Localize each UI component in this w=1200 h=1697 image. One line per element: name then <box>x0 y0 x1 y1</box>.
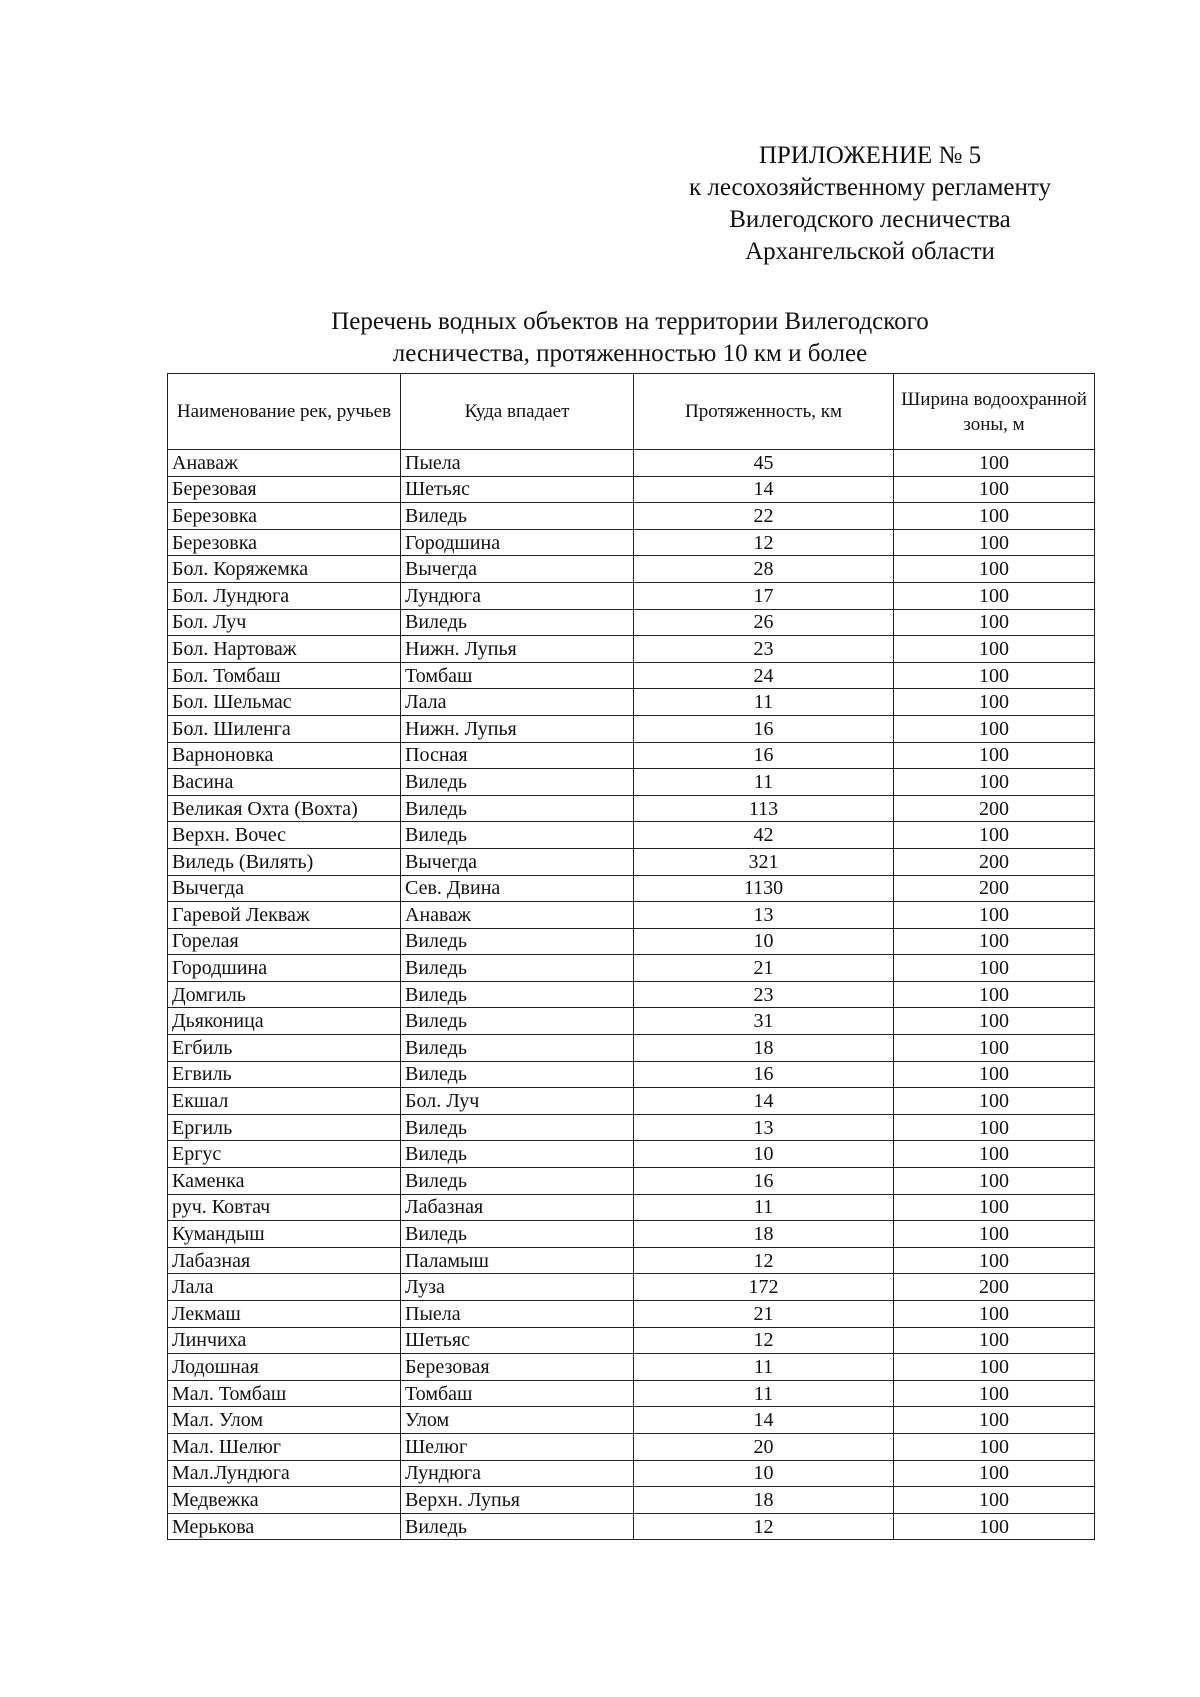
zone-width-cell: 100 <box>894 476 1095 503</box>
river-length-cell: 17 <box>634 582 894 609</box>
river-name-cell: Бол. Томбаш <box>168 662 401 689</box>
zone-width-cell: 100 <box>894 1513 1095 1540</box>
river-name-cell: Егвиль <box>168 1061 401 1088</box>
table-row <box>168 902 1095 929</box>
river-mouth-cell: Виледь <box>401 981 634 1008</box>
river-mouth-cell: Виледь <box>401 609 634 636</box>
river-name-cell: Кумандыш <box>168 1221 401 1248</box>
river-length-cell: 18 <box>634 1487 894 1514</box>
river-name-cell: Линчиха <box>168 1327 401 1354</box>
river-mouth-cell: Лундюга <box>401 1460 634 1487</box>
table-row <box>168 1274 1095 1301</box>
river-length-cell: 16 <box>634 1061 894 1088</box>
column-header-zone-width: Ширина водоохранной зоны, м <box>894 374 1095 450</box>
zone-width-cell: 100 <box>894 1380 1095 1407</box>
river-length-cell: 172 <box>634 1274 894 1301</box>
river-mouth-cell: Виледь <box>401 1141 634 1168</box>
river-length-cell: 12 <box>634 1513 894 1540</box>
river-name-cell: Бол. Шельмас <box>168 689 401 716</box>
document-title <box>160 306 1100 370</box>
river-length-cell: 14 <box>634 476 894 503</box>
river-length-cell: 113 <box>634 795 894 822</box>
column-header-length: Протяженность, км <box>634 374 894 450</box>
table-row <box>168 609 1095 636</box>
river-name-cell: Мерькова <box>168 1513 401 1540</box>
river-mouth-cell: Томбаш <box>401 1380 634 1407</box>
appendix-number: ПРИЛОЖЕНИЕ № 5 <box>758 142 982 169</box>
zone-width-cell: 100 <box>894 1061 1095 1088</box>
table-row <box>168 928 1095 955</box>
river-name-cell: Екшал <box>168 1088 401 1115</box>
zone-width-cell: 200 <box>894 1274 1095 1301</box>
zone-width-cell: 100 <box>894 450 1095 477</box>
river-name-cell: Дьяконица <box>168 1008 401 1035</box>
river-length-cell: 23 <box>634 981 894 1008</box>
river-name-cell: Верхн. Вочес <box>168 822 401 849</box>
river-mouth-cell: Виледь <box>401 1114 634 1141</box>
river-mouth-cell: Виледь <box>401 1168 634 1195</box>
table-row <box>168 476 1095 503</box>
table-row <box>168 582 1095 609</box>
table-row <box>168 1114 1095 1141</box>
river-name-cell: Лабазная <box>168 1247 401 1274</box>
river-name-cell: Мал. Томбаш <box>168 1380 401 1407</box>
river-length-cell: 20 <box>634 1433 894 1460</box>
table-row <box>168 1168 1095 1195</box>
river-name-cell: Мал. Шелюг <box>168 1433 401 1460</box>
river-mouth-cell: Томбаш <box>401 662 634 689</box>
zone-width-cell: 100 <box>894 981 1095 1008</box>
table-row <box>168 1487 1095 1514</box>
river-mouth-cell: Виледь <box>401 503 634 530</box>
river-mouth-cell: Анаваж <box>401 902 634 929</box>
river-name-cell: Лала <box>168 1274 401 1301</box>
zone-width-cell: 100 <box>894 1407 1095 1434</box>
river-mouth-cell: Виледь <box>401 1221 634 1248</box>
river-length-cell: 45 <box>634 450 894 477</box>
river-name-cell: Гаревой Лекваж <box>168 902 401 929</box>
river-mouth-cell: Виледь <box>401 1513 634 1540</box>
river-length-cell: 321 <box>634 848 894 875</box>
appendix-header <box>600 140 1140 268</box>
table-row <box>168 822 1095 849</box>
zone-width-cell: 200 <box>894 795 1095 822</box>
river-length-cell: 26 <box>634 609 894 636</box>
table-body <box>168 450 1095 1540</box>
table-row <box>168 1513 1095 1540</box>
river-name-cell: Бол. Нартоваж <box>168 636 401 663</box>
zone-width-cell: 100 <box>894 742 1095 769</box>
river-name-cell: Мал.Лундюга <box>168 1460 401 1487</box>
zone-width-cell: 100 <box>894 556 1095 583</box>
column-header-mouth: Куда впадает <box>401 374 634 450</box>
river-length-cell: 22 <box>634 503 894 530</box>
river-mouth-cell: Вычегда <box>401 556 634 583</box>
river-mouth-cell: Вычегда <box>401 848 634 875</box>
river-mouth-cell: Нижн. Лупья <box>401 636 634 663</box>
river-mouth-cell: Виледь <box>401 1061 634 1088</box>
river-mouth-cell: Паламыш <box>401 1247 634 1274</box>
zone-width-cell: 100 <box>894 503 1095 530</box>
river-mouth-cell: Пыела <box>401 450 634 477</box>
river-mouth-cell: Шетьяс <box>401 476 634 503</box>
river-name-cell: Березовка <box>168 503 401 530</box>
river-length-cell: 11 <box>634 1380 894 1407</box>
river-name-cell: Егбиль <box>168 1035 401 1062</box>
table-row <box>168 1035 1095 1062</box>
zone-width-cell: 100 <box>894 1327 1095 1354</box>
river-mouth-cell: Шелюг <box>401 1433 634 1460</box>
river-mouth-cell: Городшина <box>401 529 634 556</box>
table-row <box>168 529 1095 556</box>
table-row <box>168 1008 1095 1035</box>
river-length-cell: 11 <box>634 689 894 716</box>
river-name-cell: Васина <box>168 769 401 796</box>
river-length-cell: 12 <box>634 529 894 556</box>
river-name-cell: Медвежка <box>168 1487 401 1514</box>
zone-width-cell: 100 <box>894 1487 1095 1514</box>
table-row <box>168 636 1095 663</box>
river-length-cell: 16 <box>634 742 894 769</box>
table-row <box>168 1221 1095 1248</box>
river-name-cell: Каменка <box>168 1168 401 1195</box>
river-mouth-cell: Виледь <box>401 795 634 822</box>
table-row <box>168 1380 1095 1407</box>
river-name-cell: Лекмаш <box>168 1301 401 1328</box>
zone-width-cell: 100 <box>894 1460 1095 1487</box>
river-length-cell: 23 <box>634 636 894 663</box>
river-mouth-cell: Лала <box>401 689 634 716</box>
river-length-cell: 16 <box>634 715 894 742</box>
table-row <box>168 875 1095 902</box>
river-mouth-cell: Лундюга <box>401 582 634 609</box>
river-length-cell: 18 <box>634 1035 894 1062</box>
table-row <box>168 450 1095 477</box>
river-length-cell: 14 <box>634 1088 894 1115</box>
zone-width-cell: 100 <box>894 689 1095 716</box>
zone-width-cell: 100 <box>894 1433 1095 1460</box>
river-mouth-cell: Виледь <box>401 822 634 849</box>
river-name-cell: Домгиль <box>168 981 401 1008</box>
zone-width-cell: 100 <box>894 902 1095 929</box>
river-mouth-cell: Березовая <box>401 1354 634 1381</box>
river-length-cell: 10 <box>634 1460 894 1487</box>
table-row <box>168 742 1095 769</box>
river-mouth-cell: Верхн. Лупья <box>401 1487 634 1514</box>
river-length-cell: 13 <box>634 1114 894 1141</box>
table-row <box>168 1433 1095 1460</box>
river-mouth-cell: Виледь <box>401 1035 634 1062</box>
table-row <box>168 1088 1095 1115</box>
water-objects-table <box>167 373 1095 1540</box>
river-length-cell: 12 <box>634 1247 894 1274</box>
river-length-cell: 11 <box>634 1194 894 1221</box>
table-row <box>168 662 1095 689</box>
table-row <box>168 769 1095 796</box>
river-length-cell: 12 <box>634 1327 894 1354</box>
river-length-cell: 14 <box>634 1407 894 1434</box>
zone-width-cell: 100 <box>894 1114 1095 1141</box>
river-length-cell: 16 <box>634 1168 894 1195</box>
table-row <box>168 981 1095 1008</box>
river-length-cell: 21 <box>634 955 894 982</box>
river-length-cell: 11 <box>634 1354 894 1381</box>
river-length-cell: 21 <box>634 1301 894 1328</box>
zone-width-cell: 100 <box>894 715 1095 742</box>
river-name-cell: Бол. Шиленга <box>168 715 401 742</box>
river-length-cell: 10 <box>634 928 894 955</box>
zone-width-cell: 200 <box>894 848 1095 875</box>
zone-width-cell: 100 <box>894 955 1095 982</box>
zone-width-cell: 100 <box>894 769 1095 796</box>
zone-width-cell: 200 <box>894 875 1095 902</box>
river-mouth-cell: Виледь <box>401 955 634 982</box>
river-name-cell: Ергус <box>168 1141 401 1168</box>
zone-width-cell: 100 <box>894 822 1095 849</box>
zone-width-cell: 100 <box>894 1035 1095 1062</box>
river-mouth-cell: Лабазная <box>401 1194 634 1221</box>
appendix-region: Архангельской области <box>745 238 995 265</box>
river-mouth-cell: Улом <box>401 1407 634 1434</box>
table-header-row <box>168 374 1095 450</box>
zone-width-cell: 100 <box>894 1194 1095 1221</box>
river-name-cell: Бол. Коряжемка <box>168 556 401 583</box>
river-mouth-cell: Виледь <box>401 928 634 955</box>
river-mouth-cell: Виледь <box>401 1008 634 1035</box>
document-title-line-2: лесничества, протяженностью 10 км и более <box>392 340 868 367</box>
table-row <box>168 1141 1095 1168</box>
river-mouth-cell: Луза <box>401 1274 634 1301</box>
river-length-cell: 24 <box>634 662 894 689</box>
zone-width-cell: 100 <box>894 529 1095 556</box>
river-mouth-cell: Нижн. Лупья <box>401 715 634 742</box>
table-row <box>168 1327 1095 1354</box>
column-header-name: Наименование рек, ручьев <box>168 374 401 450</box>
river-mouth-cell: Пыела <box>401 1301 634 1328</box>
river-length-cell: 1130 <box>634 875 894 902</box>
zone-width-cell: 100 <box>894 636 1095 663</box>
river-name-cell: Великая Охта (Вохта) <box>168 795 401 822</box>
river-name-cell: руч. Ковтач <box>168 1194 401 1221</box>
river-name-cell: Лодошная <box>168 1354 401 1381</box>
table-row <box>168 955 1095 982</box>
river-length-cell: 18 <box>634 1221 894 1248</box>
river-name-cell: Горелая <box>168 928 401 955</box>
document-title-line-1: Перечень водных объектов на территории Вилегодского <box>331 308 929 335</box>
table-row <box>168 848 1095 875</box>
table-row <box>168 1061 1095 1088</box>
zone-width-cell: 100 <box>894 662 1095 689</box>
river-mouth-cell: Виледь <box>401 769 634 796</box>
river-name-cell: Мал. Улом <box>168 1407 401 1434</box>
river-name-cell: Березовка <box>168 529 401 556</box>
appendix-reference: к лесохозяйственному регламенту <box>688 174 1052 201</box>
river-name-cell: Бол. Лундюга <box>168 582 401 609</box>
zone-width-cell: 100 <box>894 1354 1095 1381</box>
river-length-cell: 28 <box>634 556 894 583</box>
river-mouth-cell: Шетьяс <box>401 1327 634 1354</box>
river-name-cell: Варноновка <box>168 742 401 769</box>
appendix-forestry: Вилегодского лесничества <box>729 206 1011 233</box>
zone-width-cell: 100 <box>894 1301 1095 1328</box>
zone-width-cell: 100 <box>894 1168 1095 1195</box>
table-row <box>168 795 1095 822</box>
river-mouth-cell: Посная <box>401 742 634 769</box>
zone-width-cell: 100 <box>894 1247 1095 1274</box>
river-name-cell: Виледь (Вилять) <box>168 848 401 875</box>
zone-width-cell: 100 <box>894 928 1095 955</box>
zone-width-cell: 100 <box>894 582 1095 609</box>
river-length-cell: 31 <box>634 1008 894 1035</box>
river-name-cell: Бол. Луч <box>168 609 401 636</box>
zone-width-cell: 100 <box>894 1221 1095 1248</box>
river-name-cell: Вычегда <box>168 875 401 902</box>
river-length-cell: 10 <box>634 1141 894 1168</box>
zone-width-cell: 100 <box>894 1008 1095 1035</box>
zone-width-cell: 100 <box>894 1141 1095 1168</box>
table-row <box>168 1247 1095 1274</box>
table-row <box>168 1460 1095 1487</box>
river-mouth-cell: Бол. Луч <box>401 1088 634 1115</box>
river-name-cell: Анаваж <box>168 450 401 477</box>
river-name-cell: Ергиль <box>168 1114 401 1141</box>
table-row <box>168 556 1095 583</box>
river-length-cell: 42 <box>634 822 894 849</box>
table-row <box>168 1194 1095 1221</box>
river-length-cell: 11 <box>634 769 894 796</box>
table-row <box>168 689 1095 716</box>
zone-width-cell: 100 <box>894 609 1095 636</box>
river-name-cell: Городшина <box>168 955 401 982</box>
zone-width-cell: 100 <box>894 1088 1095 1115</box>
river-mouth-cell: Сев. Двина <box>401 875 634 902</box>
table-row <box>168 1301 1095 1328</box>
table-row <box>168 715 1095 742</box>
river-name-cell: Березовая <box>168 476 401 503</box>
table-row <box>168 1407 1095 1434</box>
river-length-cell: 13 <box>634 902 894 929</box>
table-row <box>168 1354 1095 1381</box>
table-row <box>168 503 1095 530</box>
